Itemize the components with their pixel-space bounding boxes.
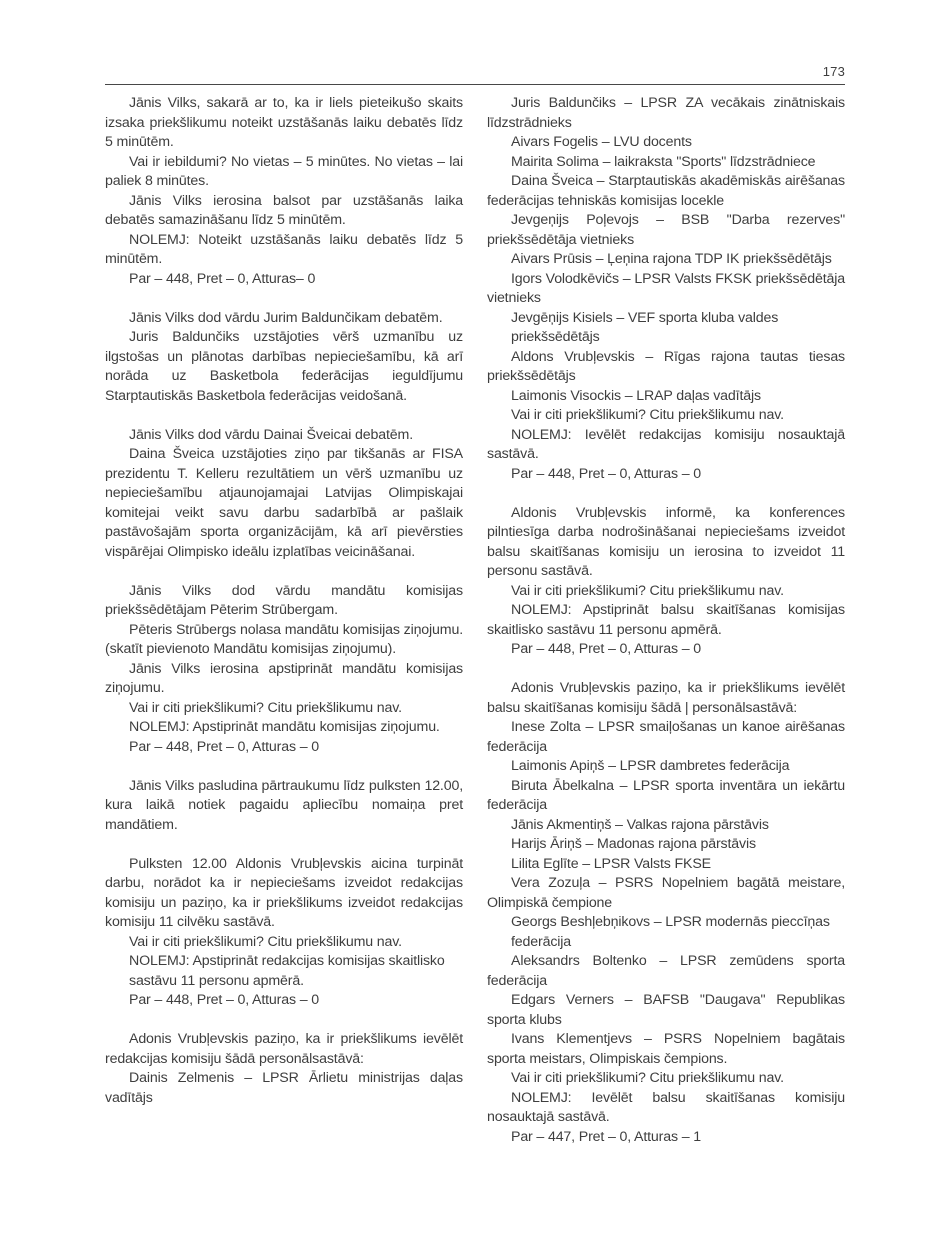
paragraph-gap [487,484,845,504]
paragraph: Pēteris Strūbergs nolasa mandātu komisijas ziņojumu. (skatīt pievienoto Mandātu komisijas ziņojumu). [105,621,463,657]
paragraph: Jānis Akmentiņš – Valkas rajona pārstāvis [511,816,769,833]
paragraph: Vai ir citi priekšlikumi? Citu priekšlikumu nav. [511,407,784,423]
paragraph: NOLEMJ: Noteikt uzstāšanās laiku debatēs līdz 5 minūtēm. [105,231,463,267]
paragraph: NOLEMJ: Apstiprināt balsu skaitīšanas komisijas skaitlisko sastāvu 11 personu apmērā. [487,602,845,638]
paragraph: NOLEMJ: Ievēlēt redakcijas komisiju nosauktajā sastāvā. [487,426,845,462]
paragraph: Adonis Vrubļevskis paziņo, ka ir priekšlikums ievēlēt redakcijas komisiju šādā personālsastāvā: [105,1031,463,1067]
paragraph-gap [105,562,463,582]
paragraph: Aldonis Vrubļevskis informē, ka konferences pilntiesīga darba nodrošināšanai nepieciešams izveidot balsu skaitīšanas komisiju un ierosina to izveidot 11 personu sastāvā. [487,504,845,579]
paragraph: Vai ir citi priekšlikumi? Citu priekšlikumu nav. [511,582,784,599]
paragraph: NOLEMJ: Apstiprināt redakcijas komisijas skaitlisko sastāvu 11 personu apmērā. [129,953,445,989]
paragraph-gap [105,289,463,309]
paragraph: Daina Šveica – Starptautiskās akadēmiskās airēšanas federācijas tehniskās komisijas locekle [487,173,845,209]
paragraph-gap [105,1011,463,1031]
paragraph: Harijs Āriņš – Madonas rajona pārstāvis [511,836,756,852]
paragraph-gap [105,406,463,426]
paragraph: Adonis Vrubļevskis paziņo, ka ir priekšlikums ievēlēt balsu skaitīšanas komisiju šādā | personālsastāvā: [487,680,845,716]
paragraph: Par – 448, Pret – 0, Atturas– 0 [129,270,316,287]
paragraph: Par – 448, Pret – 0, Atturas – 0 [511,465,702,482]
text-columns [105,94,845,1147]
paragraph: Jānis Vilks dod vārdu Jurim Baldunčikam debatēm. [129,309,443,326]
paragraph: Jevgeņijs Poļevojs – BSB "Darba rezerves" priekšsēdētāja vietnieks [487,212,845,248]
paragraph: Jānis Vilks dod vārdu mandātu komisijas priekšsēdētājam Pēterim Strūbergam. [105,582,463,618]
paragraph: Par – 448, Pret – 0, Atturas – 0 [511,641,702,657]
paragraph: Jānis Vilks, sakarā ar to, ka ir liels pieteikušo skaits izsaka priekšlikumu noteikt uzstāšanās laiku debatēs līdz 5 minūtēm. [105,95,463,150]
paragraph: Lilita Eglīte – LPSR Valsts FKSE [511,855,711,872]
paragraph: Vera Zozuļa – PSRS Nopelniem bagātā meistare, Olimpiskā čempione [487,875,845,911]
paragraph: Biruta Ābelkalna – LPSR sporta inventāra un iekārtu federācija [487,777,845,813]
paragraph: Vai ir citi priekšlikumi? Citu priekšlikumu nav. [129,699,402,716]
paragraph: Vai ir iebildumi? No vietas – 5 minūtes. No vietas – lai paliek 8 minūtes. [105,153,463,189]
paragraph: Edgars Verners – BAFSB "Daugava" Republikas sporta klubs [487,992,845,1028]
paragraph-gap [105,835,463,855]
paragraph: Pulksten 12.00 Aldonis Vrubļevskis aicina turpināt darbu, norādot ka ir nepieciešams izveidot redakcijas komisiju un paziņo, ka ir priekšlikums izveidot redakcijas komisiju 11 cilvēku sastāvā. [105,855,463,930]
paragraph: Vai ir citi priekšlikumi? Citu priekšlikumu nav. [511,1070,784,1086]
paragraph: NOLEMJ: Apstiprināt mandātu komisijas ziņojumu. [129,719,440,735]
paragraph: Igors Volodkēvičs – LPSR Valsts FKSK priekšsēdētāja vietnieks [487,270,845,306]
paragraph: Par – 448, Pret – 0, Atturas – 0 [129,738,320,755]
paragraph: Juris Baldunčiks – LPSR ZA vecākais zinātniskais līdzstrādnieks [487,95,845,131]
paragraph: Jānis Vilks dod vārdu Dainai Šveicai debatēm. [129,426,413,443]
paragraph: Inese Zolta – LPSR smaiļošanas un kanoe airēšanas federācija [487,719,845,755]
paragraph: Jānis Vilks pasludina pārtraukumu līdz pulksten 12.00, kura laikā notiek pagaidu apliecību nomaiņa pret mandātiem. [105,777,463,833]
paragraph: Aivars Prūsis – Ļeņina rajona TDP IK priekšsēdētājs [511,251,832,267]
paragraph: Laimonis Apiņš – LPSR dambretes federācija [511,758,790,774]
left-column [105,94,463,1108]
paragraph: Ivans Klementjevs – PSRS Nopelniem bagātais sporta meistars, Olimpiskais čempions. [487,1031,845,1067]
paragraph: Mairita Solima – laikraksta "Sports" līdzstrādniece [511,153,816,170]
right-column [487,94,845,1147]
paragraph-gap [487,660,845,680]
paragraph: Dainis Zelmenis – LPSR Ārlietu ministrijas daļas vadītājs [105,1070,463,1106]
paragraph: Jevgēņijs Kisiels – VEF sporta kluba valdes priekšsēdētājs [511,309,779,345]
page-number: 173 [822,64,845,79]
paragraph: Georgs Beshļebņikovs – LPSR modernās pieccīņas federācija [511,914,830,950]
header-rule [105,84,845,85]
paragraph: Aleksandrs Boltenko – LPSR zemūdens sporta federācija [487,953,845,989]
paragraph-gap [105,757,463,777]
paragraph: Laimonis Visockis – LRAP daļas vadītājs [511,387,761,404]
paragraph: Vai ir citi priekšlikumi? Citu priekšlikumu nav. [129,933,402,950]
paragraph: Juris Baldunčiks uzstājoties vērš uzmanību uz ilgstošas un plānotas darbības nepieciešamību, kā arī norāda uz Basketbola federācijas ieguldījumu Starptautiskās Basketbola federācijas veidošanā. [105,329,463,404]
paragraph: Par – 448, Pret – 0, Atturas – 0 [129,992,320,1008]
paragraph: Aivars Fogelis – LVU docents [511,134,692,150]
paragraph: Aldons Vrubļevskis – Rīgas rajona tautas tiesas priekšsēdētājs [487,348,845,384]
paragraph: NOLEMJ: Ievēlēt balsu skaitīšanas komisiju nosauktajā sastāvā. [487,1089,845,1125]
paragraph: Jānis Vilks ierosina apstiprināt mandātu komisijas ziņojumu. [105,660,463,696]
paragraph: Daina Šveica uzstājoties ziņo par tikšanās ar FISA prezidentu T. Kelleru rezultātiem un vērš uzmanību uz nepieciešamību atjaunojamajai Latvijas Olimpiskajai komitejai veikt savu darbu sadarbībā ar pašlaik pastāvošajām sporta organizācijām, kā arī pievērsties vispārējai Olimpisko ideālu izplatības veicināšanai. [105,446,463,560]
paragraph: Jānis Vilks ierosina balsot par uzstāšanās laika debatēs samazināšanu līdz 5 minūtēm. [105,192,463,228]
paragraph: Par – 447, Pret – 0, Atturas – 1 [511,1128,702,1145]
